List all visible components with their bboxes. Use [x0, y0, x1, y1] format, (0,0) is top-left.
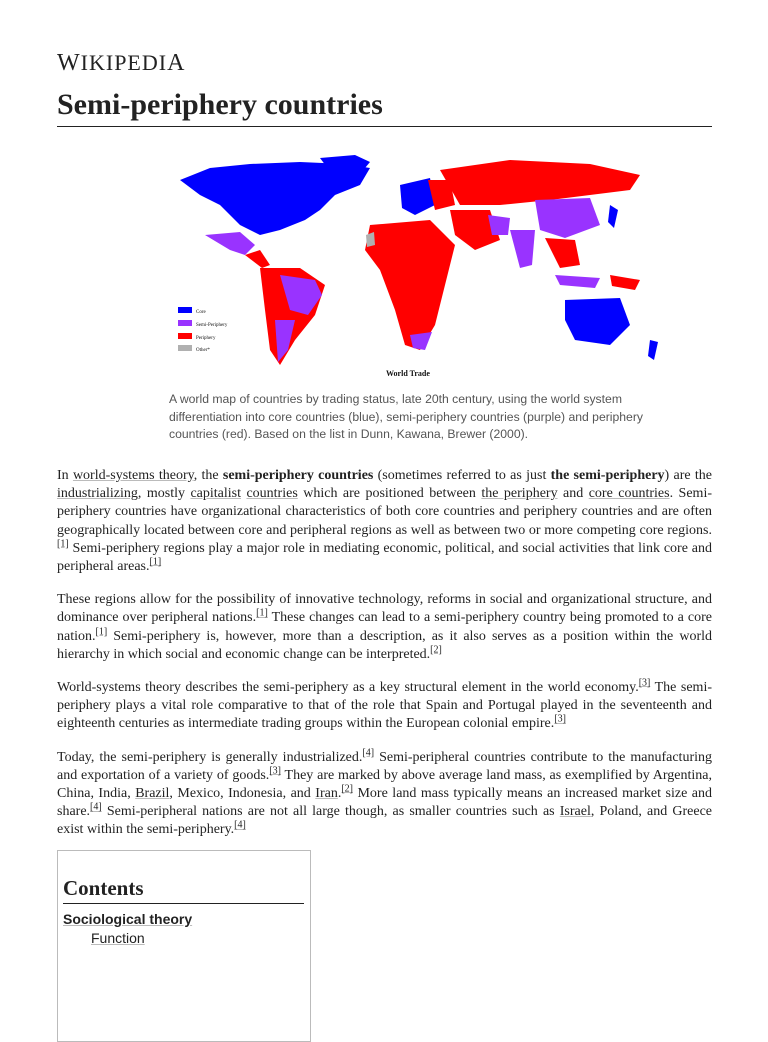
logo-letter-last: A	[167, 50, 186, 76]
bold-term: the semi-periphery	[550, 468, 665, 483]
link-industrializing[interactable]: industrializing	[57, 486, 138, 502]
citation-link[interactable]: [1]	[256, 607, 268, 619]
citation-link[interactable]: [1]	[149, 556, 162, 568]
citation-link[interactable]: [4]	[90, 801, 102, 813]
legend-label-semi: Semi-Periphery	[196, 323, 228, 328]
legend-swatch-periphery	[178, 333, 192, 339]
australia-shape	[565, 298, 630, 345]
paragraph-1: In world-systems theory, the semi-periphery countries (sometimes referred to as just the semi-periphery) are the industrializing, mostly capitalist countries which are positioned between the periphery and core countries. Semi-periphery countries have organizational characteristics of both core countries and periphery countries and are often geographically located between core and peripheral regions as well as between two or more competing core regions.[1] Semi-periphery regions play a major role in mediating economic, political, and social activities that link core and peripheral areas.[1]	[57, 468, 712, 575]
citation-link[interactable]: [3]	[554, 713, 566, 725]
map-legend	[178, 307, 228, 353]
paragraph-2: These regions allow for the possibility of innovative technology, reforms in social and organizational structure, and dominance over peripheral nations.[1] These changes can lead to a semi-periphery country being promoted to a core nation.[1] Semi-periphery is, however, more than a description, as it also serves as a position within the world hierarchy in which social and economic change can be interpreted.[2]	[57, 592, 713, 662]
link-countries[interactable]: countries	[246, 486, 298, 502]
southeast-asia-shape	[545, 238, 580, 268]
logo-letters: IKIPEDI	[80, 50, 168, 75]
japan-shape	[608, 205, 618, 228]
citation-link[interactable]: [2]	[430, 644, 442, 656]
legend-swatch-core	[178, 307, 192, 313]
citation-link[interactable]: [1]	[95, 625, 108, 637]
bold-term: semi-periphery countries	[222, 468, 374, 483]
paragraph-4: Today, the semi-periphery is generally industrialized.[4] Semi-peripheral countries contribute to the manufacturing and exportation of a variety of goods.[3] They are marked by above average land mass, as exemplified by Argentina, China, India, Brazil, Mexico, Indonesia, and Iran.[2] More land mass typically means an increased market size and share.[4] Semi-peripheral nations are not all large though, as smaller countries such as Israel, Poland, and Greece exist within the semi-periphery.[4]	[57, 746, 713, 838]
africa-shape	[365, 220, 455, 350]
toc-item-sociological-theory[interactable]: Sociological theory	[63, 911, 193, 927]
central-america-shape	[245, 250, 270, 268]
link-capitalist[interactable]: capitalist	[190, 486, 241, 502]
citation-link[interactable]: [1]	[57, 538, 69, 550]
legend-label-core: Core	[196, 310, 206, 315]
link-israel[interactable]: Israel	[559, 804, 591, 820]
new-zealand-shape	[648, 340, 658, 360]
indonesia-shape	[555, 275, 600, 288]
table-of-contents	[57, 850, 311, 1042]
legend-swatch-other	[178, 345, 192, 351]
india-shape	[510, 230, 535, 268]
page-title: Semi-periphery countries	[57, 88, 383, 121]
link-the-periphery[interactable]: the periphery	[481, 486, 558, 502]
article-body	[57, 467, 712, 855]
logo-letter-first: W	[57, 50, 81, 76]
citation-link[interactable]: [3]	[638, 677, 651, 689]
title-divider	[57, 126, 712, 127]
south-africa-shape	[410, 332, 432, 350]
china-shape	[535, 198, 600, 238]
link-brazil[interactable]: Brazil	[135, 786, 170, 802]
toc-title: Contents	[63, 876, 144, 900]
mexico-shape	[205, 232, 255, 255]
link-iran[interactable]: Iran	[315, 786, 338, 802]
toc-divider	[63, 903, 304, 904]
map-title: World Trade	[386, 369, 430, 378]
toc-item-function[interactable]: Function	[91, 930, 145, 946]
legend-label-periphery: Periphery	[196, 336, 216, 341]
legend-swatch-semi	[178, 320, 192, 326]
citation-link[interactable]: [4]	[362, 746, 375, 758]
paragraph-3: World-systems theory describes the semi-periphery as a key structural element in the world economy.[3] The semi-periphery plays a vital role comparative to that of the role that Spain and Portugal played in the seventeenth and eighteenth centuries as intermediate trading groups within the European colonial empire.[3]	[57, 677, 712, 732]
citation-link[interactable]: [3]	[269, 765, 281, 777]
western-sahara-shape	[366, 232, 375, 247]
wikipedia-logo[interactable]	[57, 50, 185, 77]
world-trade-map[interactable]	[170, 150, 700, 382]
citation-link[interactable]: [4]	[234, 819, 246, 831]
legend-label-other: Other*	[196, 348, 210, 353]
russia-shape	[440, 160, 640, 205]
link-core-countries[interactable]: core countries	[588, 486, 670, 502]
papua-shape	[610, 275, 640, 290]
link-world-systems-theory[interactable]: world-systems theory	[72, 468, 194, 483]
map-caption: A world map of countries by trading status, late 20th century, using the world system differentiation into core countries (blue), semi-periphery countries (purple) and periphery countries (red). Based on the list in Dunn, Kawana, Brewer (2000).	[169, 392, 643, 441]
citation-link[interactable]: [2]	[341, 783, 353, 795]
